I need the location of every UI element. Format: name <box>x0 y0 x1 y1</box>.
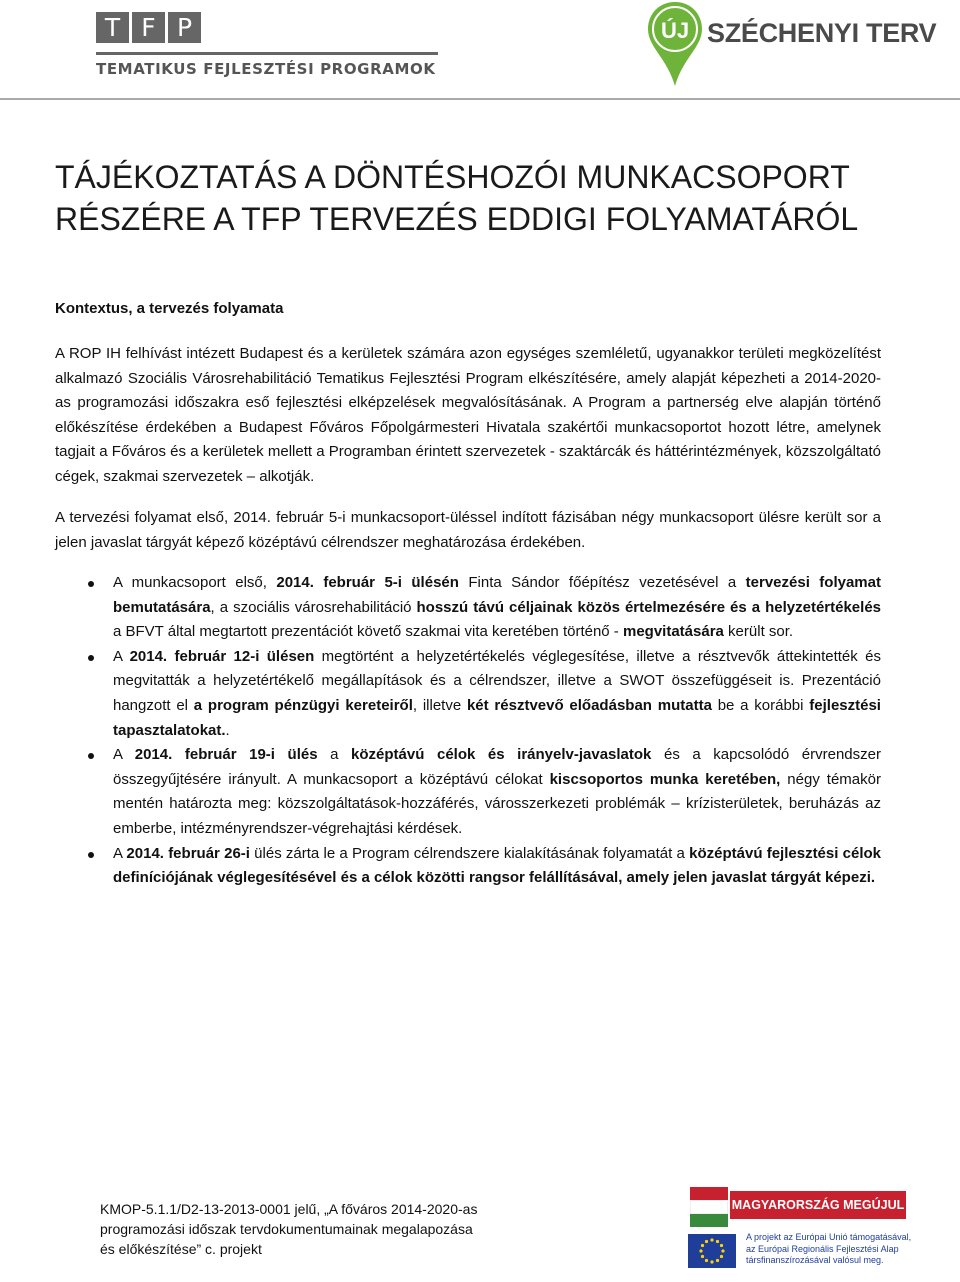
bullet-bold-text: megvitatására <box>622 623 724 641</box>
map-pin-icon <box>645 0 705 90</box>
meeting-bullet-item <box>55 842 881 891</box>
bullet-bold-text: tervezési folyamat bemutatására <box>113 574 881 616</box>
bullet-bold-text: 2014. február 12-i ülésen <box>129 647 315 665</box>
bullet-text: került sor. <box>723 623 794 641</box>
bullet-text: be a korábbi <box>711 696 810 714</box>
tfp-logo-rule <box>96 52 438 55</box>
bullet-bold-text: 2014. február 5-i ülésén <box>276 574 459 591</box>
bullet-text: A <box>113 647 130 665</box>
bullet-text: ülés zárta le a Program célrendszere kialakításának folyamatát a <box>249 844 690 862</box>
eu-line-3: társfinanszírozásával valósul meg. <box>746 1255 884 1265</box>
meeting-bullet-item <box>55 645 881 743</box>
eu-line-1: A projekt az Európai Unió támogatásával, <box>746 1232 912 1242</box>
section-heading: Kontextus, a tervezés folyamata <box>55 300 284 317</box>
bullet-bold-text: középtávú fejlesztési célok definíciójának véglegesítésével és a célok közötti rangsor felállításával, amely jelen javaslat tárgyát képezi. <box>113 844 881 887</box>
bullet-text: A <box>113 844 127 862</box>
bullet-bold-text: kiscsoportos munka keretében, <box>549 770 781 788</box>
bullet-dot-icon <box>88 852 94 858</box>
title-line-2: RÉSZÉRE A TFP TERVEZÉS EDDIGI FOLYAMATÁRÓL <box>55 201 859 237</box>
paragraph-process: A tervezési folyamat első, 2014. február 5-i munkacsoport-üléssel indított fázisában négy munkacsoport ülésre került sor a jelen javaslat tárgyát képező középtávú célrendszer meghatározása érdekében. <box>55 509 881 551</box>
bullet-text: Finta Sándor főépítész vezetésével a <box>458 574 746 591</box>
szechenyi-uj-label: ÚJ <box>660 18 690 43</box>
project-line-1: KMOP-5.1.1/D2-13-2013-0001 jelű, „A főváros 2014-2020-as <box>100 1201 478 1217</box>
tfp-letter-p: P <box>168 12 201 43</box>
meeting-bullet-item <box>55 743 881 841</box>
bullet-bold-text: fejlesztési tapasztalatokat. <box>113 696 881 739</box>
tfp-letter-boxes <box>96 12 201 43</box>
bullet-bold-text: 2014. február 26-i <box>126 844 250 862</box>
bullet-text: négy témakör mentén határozta meg: közszolgáltatások-hozzáférés, városszerkezeti problémák – krízisterületek, beruházás az emberbe, intézményrendszer-végrehajtási kérdések. <box>113 770 881 837</box>
bullet-text: megtörtént a helyzetértékelés véglegesítése, illetve a résztvevők áttekintették és megvitatták a helyzetértékelő megállapítások és a célrendszer, illetve a SWOT összefüggéseit is. Prezentáció hangzott el <box>113 647 881 714</box>
eu-funding-notice <box>688 1232 950 1274</box>
document-title <box>55 156 925 240</box>
bullet-text: A munkacsoport első, <box>113 574 277 591</box>
bullet-text: , a szociális városrehabilitáció <box>210 598 417 616</box>
header-divider <box>0 98 960 100</box>
bullet-text: és a kapcsolódó érvrendszer összegyűjtésére irányult. A munkacsoport a középtávú célokat <box>113 746 881 788</box>
magyarorszag-megujul-badge <box>690 1187 908 1227</box>
meeting-bullet-list <box>55 571 881 891</box>
tfp-letter-f: F <box>132 12 165 43</box>
paragraph-context: A ROP IH felhívást intézett Budapest és a kerületek számára azon egységes szemléletű, ugyanakkor területi megközelítést alkalmazó Szociális Városrehabilitáció Tematikus Fejlesztési Program elkészítésére, amely alapját képezheti a 2014-2020-as programozási időszakra eső fejlesztési elképzelések megvalósításának. A Program a partnerség elve alapján történő előkészítése érdekében a Budapest Főváros Főpolgármesteri Hivatala szakértői munkacsoportot hozott létre, amelynek tagjait a Főváros és a kerületek mellett a Programban érintett szervezetek - szaktárcák és háttérintézmények, közszolgáltató cégek, szakmai szervezetek – alkotják. <box>55 345 881 485</box>
tfp-letter-t: T <box>96 12 129 43</box>
eu-line-2: az Európai Regionális Fejlesztési Alap <box>746 1243 899 1254</box>
bullet-bold-text: hosszú távú céljainak közös értelmezésére és a helyzetértékelés <box>416 598 881 616</box>
eu-funding-text <box>746 1232 951 1267</box>
project-line-3: és előkészítése” c. projekt <box>100 1241 262 1257</box>
tfp-logo-subtitle: TEMATIKUS FEJLESZTÉSI PROGRAMOK <box>96 60 436 78</box>
title-line-1: TÁJÉKOZTATÁS A DÖNTÉSHOZÓI MUNKACSOPORT <box>55 159 850 195</box>
bullet-text: . <box>225 721 230 739</box>
bullet-dot-icon <box>88 655 94 661</box>
bullet-text: , illetve <box>412 696 467 714</box>
project-reference <box>100 1199 510 1259</box>
bullet-bold-text: 2014. február 19-i ülés <box>134 746 318 764</box>
bullet-text: a <box>317 746 352 764</box>
hungarian-flag-icon <box>690 1187 728 1227</box>
meeting-bullet-item <box>55 571 881 645</box>
bullet-text: A <box>113 746 135 764</box>
magyarorszag-megujul-label: MAGYARORSZÁG MEGÚJUL <box>730 1191 906 1219</box>
szechenyi-terv-logo <box>645 0 945 90</box>
szechenyi-terv-text: SZÉCHENYI TERV <box>707 18 937 48</box>
project-line-2: programozási időszak tervdokumentumainak megalapozása <box>100 1221 473 1237</box>
tfp-logo <box>96 12 436 78</box>
bullet-bold-text: két résztvevő előadásban mutatta <box>466 696 712 714</box>
bullet-text: a BFVT által megtartott prezentációt követő szakmai vita keretében történő - <box>113 623 623 641</box>
bullet-dot-icon <box>88 581 94 587</box>
bullet-bold-text: középtávú célok és irányelv-javaslatok <box>351 746 652 764</box>
bullet-dot-icon <box>88 753 94 759</box>
bullet-bold-text: a program pénzügyi kereteiről <box>193 696 413 714</box>
eu-flag-icon <box>688 1234 736 1268</box>
